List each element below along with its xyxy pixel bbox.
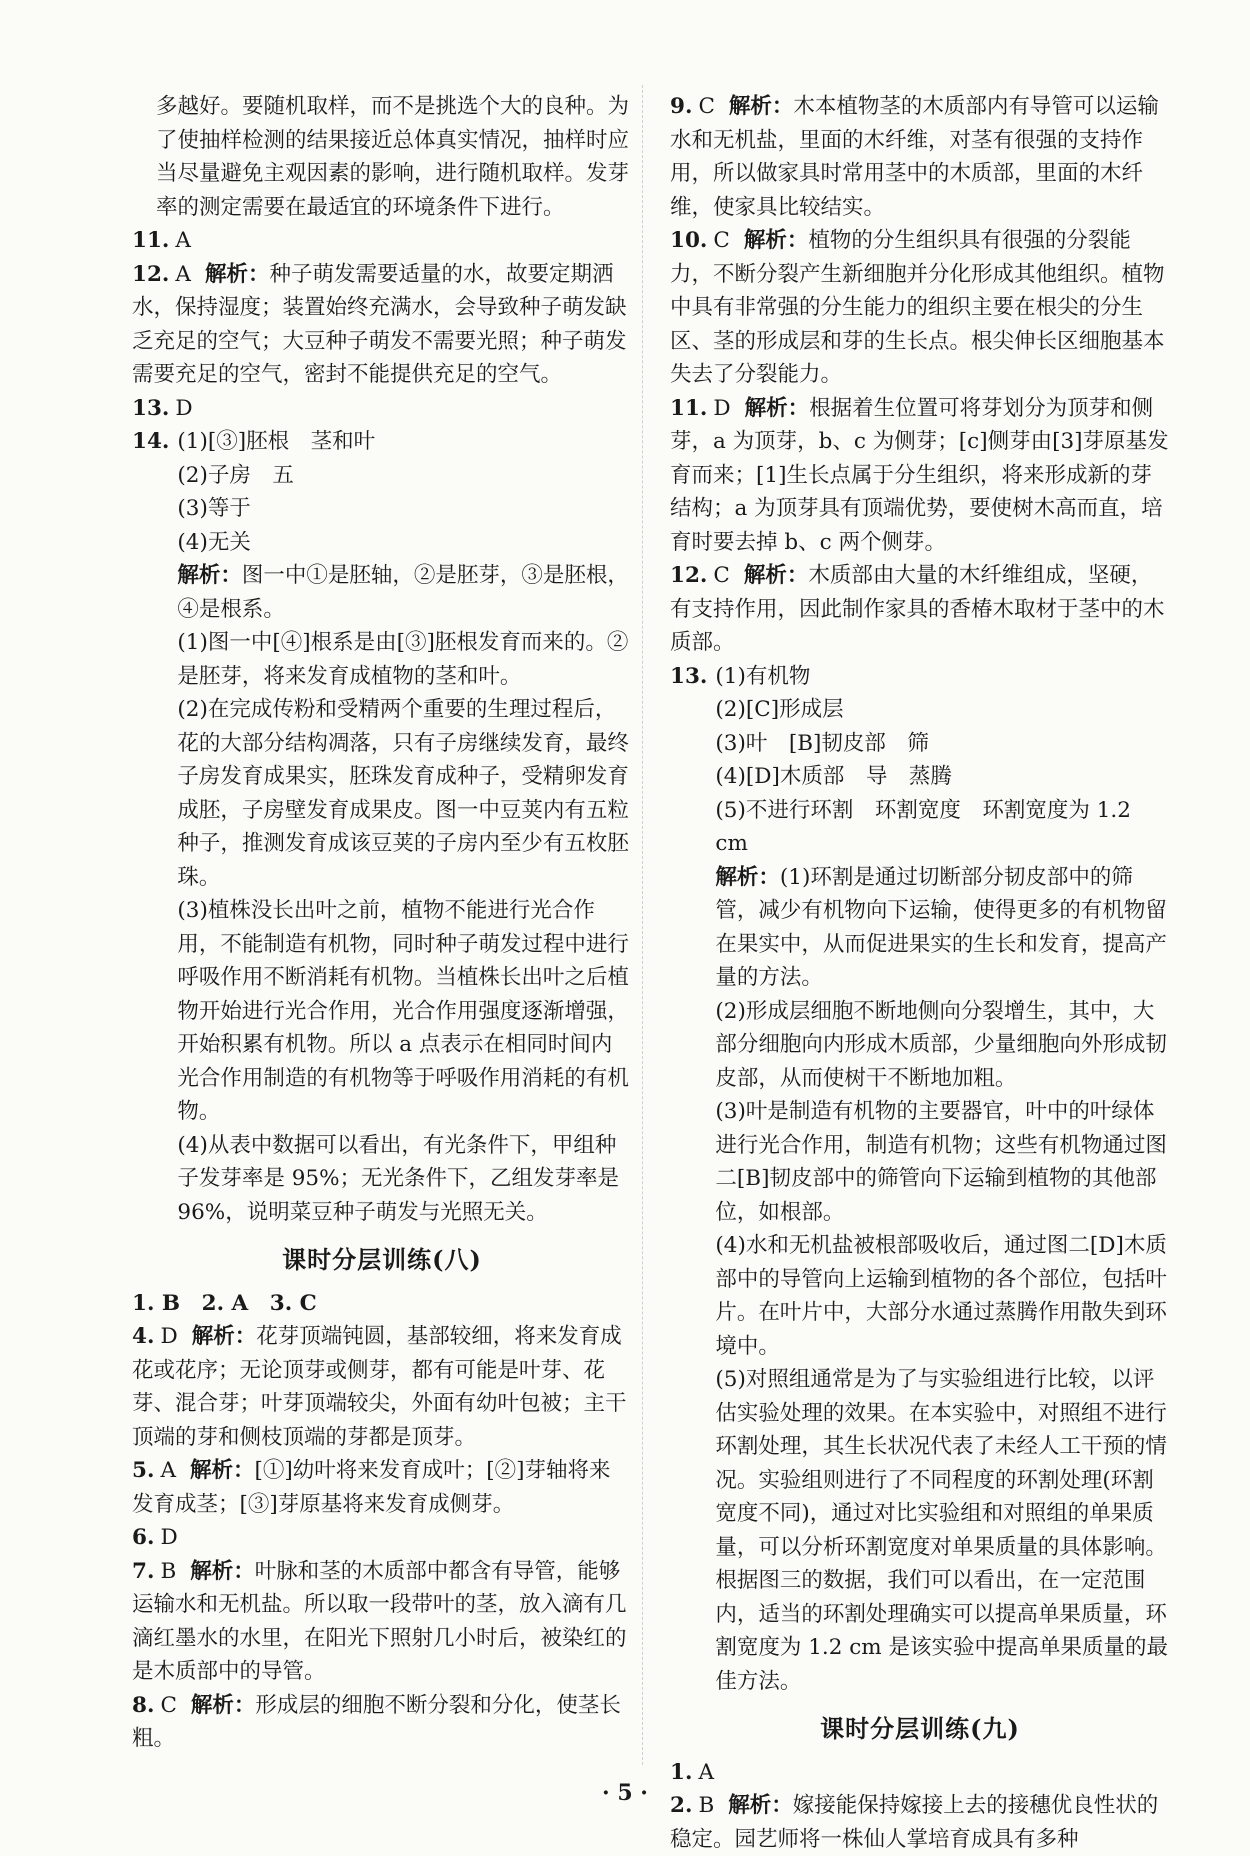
item-number: 10. C: [670, 228, 730, 253]
item-answer: A: [698, 1759, 714, 1785]
analysis-text: 花芽顶端钝圆，基部较细，将来发育成花或花序；无论顶芽或侧芽，都有可能是叶芽、花芽、混合芽；叶芽顶端较尖，外面有幼叶包被；主干顶端的芽和侧枝顶端的芽都是顶芽。: [132, 1324, 627, 1450]
item-number: 5. A: [132, 1458, 176, 1483]
answer-item-11: [132, 224, 632, 258]
item-number: 11. A: [132, 228, 191, 253]
answer-item-14: [132, 425, 632, 1229]
sub-answer: (1)[③]胚根 茎和叶: [177, 429, 376, 454]
item-answer: D: [160, 1525, 178, 1550]
item-number: 7. B: [132, 1558, 177, 1584]
item-answer: A: [175, 228, 191, 253]
answer-item-13r: [670, 660, 1170, 1699]
analysis-text: (3)植株没长出叶之前，植物不能进行光合作用，不能制造有机物，同时种子萌发过程中进行呼吸作用不断消耗有机物。当植株长出叶之后植物开始进行光合作用，光合作用强度逐渐增强，开始积累有机物。所以 a 点表示在相同时间内光合作用制造的有机物等于呼吸作用消耗的有机物。: [177, 898, 629, 1124]
analysis-text: 图一中①是胚轴，②是胚芽，③是胚根，④是根系。: [177, 563, 629, 622]
analysis-label: 解析：: [744, 395, 810, 421]
analysis-text: 植物的分生组织具有很强的分裂能力，不断分裂产生新细胞并分化形成其他组织。植物中具有非常强的分生能力的组织主要在根尖的分生区、茎的形成层和芽的生长点。根尖伸长区细胞基本失去了分裂能力。: [670, 228, 1165, 387]
analysis-label: 解析：: [743, 228, 809, 253]
answer-item-8: [132, 1689, 632, 1756]
analysis-label: 解析：: [728, 1793, 793, 1818]
analysis-label: 解析：: [715, 864, 780, 890]
right-column: [670, 90, 1170, 1856]
analysis-text: 种子萌发需要适量的水，故要定期洒水，保持湿度；装置始终充满水，会导致种子萌发缺乏充足的空气；大豆种子萌发不需要光照；种子萌发需要充足的空气，密封不能提供充足的空气。: [132, 261, 627, 387]
section-heading-9: 课时分层训练(九): [820, 1714, 1020, 1743]
item-number: 1. A: [670, 1759, 714, 1785]
answer-item-5: [132, 1454, 632, 1521]
analysis-text: 形成层的细胞不断分裂和分化，使茎长粗。: [132, 1692, 621, 1751]
analysis-text: 木质部由大量的木纤维组成，坚硬，有支持作用，因此制作家具的香椿木取材于茎中的木质部。: [670, 563, 1165, 655]
analysis-label: 解析：: [204, 261, 270, 287]
item-number: 8. C: [132, 1692, 177, 1718]
analysis-text: 叶脉和茎的木质部中都含有导管，能够运输水和无机盐。所以取一段带叶的茎，放入滴有几滴红墨水的水里，在阳光下照射几小时后，被染红的是木质部中的导管。: [132, 1558, 627, 1684]
analysis-text: 木本植物茎的木质部内有导管可以运输水和无机盐，里面的木纤维，对茎有很强的支持作用，所以做家具时常用茎中的木质部，里面的木纤维，使家具比较结实。: [670, 94, 1159, 220]
answer-item-11r: [670, 392, 1170, 560]
item-number: 2. B: [670, 1793, 715, 1818]
page-number: · 5 ·: [602, 1780, 648, 1806]
answer-item-12r: [670, 559, 1170, 660]
analysis-text: 根据着生位置可将芽划分为顶芽和侧芽，a 为顶芽，b、c 为侧芽；[c]侧芽由[3]芽原基发育而来；[1]生长点属于分生组织，将来形成新的芽结构；a 为顶芽具有顶端优势，要使树木高而直，培育时要去掉 b、c 两个侧芽。: [670, 395, 1169, 555]
item-answer: B: [698, 1793, 715, 1818]
item-number: 13.: [670, 663, 708, 689]
item-number: 4. D: [132, 1324, 178, 1349]
section-heading-8: 课时分层训练(八): [282, 1245, 482, 1274]
analysis-text: (4)从表中数据可以看出，有光条件下，甲组种子发芽率是 95%；无光条件下，乙组发芽率是 96%，说明菜豆种子萌发与光照无关。: [177, 1132, 620, 1225]
sub-answer: (4)[D]木质部 导 蒸腾: [715, 764, 952, 789]
analysis-label: 解析：: [743, 563, 809, 588]
analysis-label: 解析：: [190, 1692, 256, 1718]
answer-item-4: [132, 1320, 632, 1454]
sub-answer: (2)[C]形成层: [715, 697, 844, 722]
analysis-text: (1)环割是通过切断部分韧皮部中的筛管，减少有机物向下运输，使得更多的有机物留在果实中，从而促进果实的生长和发育，提高产量的方法。: [715, 864, 1167, 990]
sub-answer: (1)有机物: [715, 663, 811, 689]
analysis-label: 解析：: [191, 1324, 257, 1349]
item-answer: C: [160, 1692, 177, 1718]
item-answer: D: [175, 395, 193, 421]
analysis-label: 解析：: [190, 1558, 255, 1584]
answer-item-6: [132, 1521, 632, 1555]
answer-item-10: [670, 224, 1170, 392]
analysis-text: (2)在完成传粉和受精两个重要的生理过程后，花的大部分结构凋落，只有子房继续发育，最终子房发育成果实，胚珠发育成种子，受精卵发育成胚，子房壁发育成果皮。图一中豆荚内有五粒种子，推测发育成该豆荚的子房内至少有五枚胚珠。: [177, 697, 629, 890]
item-number: 14.: [132, 429, 170, 454]
analysis-label: 解析：: [177, 563, 242, 588]
item-answer: C: [713, 563, 730, 588]
analysis-text: [①]幼叶将来发育成叶；[②]芽轴将来发育成茎；[③]芽原基将来发育成侧芽。: [132, 1458, 611, 1517]
item-answer: C: [713, 228, 730, 253]
item-number: 11. D: [670, 395, 731, 421]
left-column: [132, 90, 632, 1756]
item-number: 9. C: [670, 94, 715, 119]
sub-answer: (3)叶 [B]韧皮部 筛: [715, 730, 929, 756]
answer-item-7: [132, 1555, 632, 1689]
item-number: 6. D: [132, 1525, 178, 1550]
item-answer: B: [160, 1558, 177, 1584]
item-answer: D: [713, 395, 731, 421]
sub-answer: (2)子房 五: [177, 462, 294, 488]
sub-answer: (4)无关: [177, 529, 251, 555]
item-number: 13. D: [132, 395, 193, 421]
intro-paragraph: 多越好。要随机取样，而不是挑选个大的良种。为了使抽样检测的结果接近总体真实情况，抽样时应当尽量避免主观因素的影响，进行随机取样。发芽率的测定需要在最适宜的环境条件下进行。: [156, 94, 630, 220]
item-answer: D: [160, 1324, 178, 1349]
analysis-label: 解析：: [728, 94, 794, 119]
analysis-text: (4)水和无机盐被根部吸收后，通过图二[D]木质部中的导管向上运输到植物的各个部位，包括叶片。在叶片中，大部分水通过蒸腾作用散失到环境中。: [715, 1233, 1167, 1359]
answer-row-1-3: 1. B 2. A 3. C: [132, 1290, 317, 1316]
sub-answer: (5)不进行环割 环割宽度 环割宽度为 1.2 cm: [715, 797, 1131, 856]
analysis-label: 解析：: [189, 1458, 255, 1483]
item-answer: A: [175, 261, 191, 287]
item-number: 12. A: [132, 261, 191, 287]
analysis-text: (3)叶是制造有机物的主要器官，叶中的叶绿体进行光合作用，制造有机物；这些有机物通过图二[B]韧皮部中的筛管向下运输到植物的其他部位，如根部。: [715, 1099, 1167, 1225]
analysis-text: (2)形成层细胞不断地侧向分裂增生，其中，大部分细胞向内形成木质部，少量细胞向外形成韧皮部，从而使树干不断地加粗。: [715, 998, 1167, 1091]
item-answer: A: [160, 1458, 176, 1483]
answer-item-12: [132, 258, 632, 392]
answer-item-13: [132, 392, 632, 426]
sub-answer: (3)等于: [177, 496, 251, 521]
analysis-text: 嫁接能保持嫁接上去的接穗优良性状的稳定。园艺师将一株仙人掌培育成具有多种: [670, 1793, 1159, 1852]
analysis-text: (5)对照组通常是为了与实验组进行比较，以评估实验处理的效果。在本实验中，对照组不进行环割处理，其生长状况代表了未经人工干预的情况。实验组则进行了不同程度的环割处理(环割宽度不同)，通过对比实验组和对照组的单果质量，可以分析环割宽度对单果质量的具体影响。根据图三的数据，我们可以看出，在一定范围内，适当的环割处理确实可以提高单果质量，环割宽度为 1.2 cm 是该实验中提高单果质量的最佳方法。: [715, 1367, 1169, 1694]
analysis-text: (1)图一中[④]根系是由[③]胚根发育而来的。②是胚芽，将来发育成植物的茎和叶。: [177, 630, 629, 689]
column-divider: [642, 85, 643, 1765]
item-answer: C: [698, 94, 715, 119]
item-number: 12. C: [670, 563, 730, 588]
answer-item-9: [670, 90, 1170, 224]
